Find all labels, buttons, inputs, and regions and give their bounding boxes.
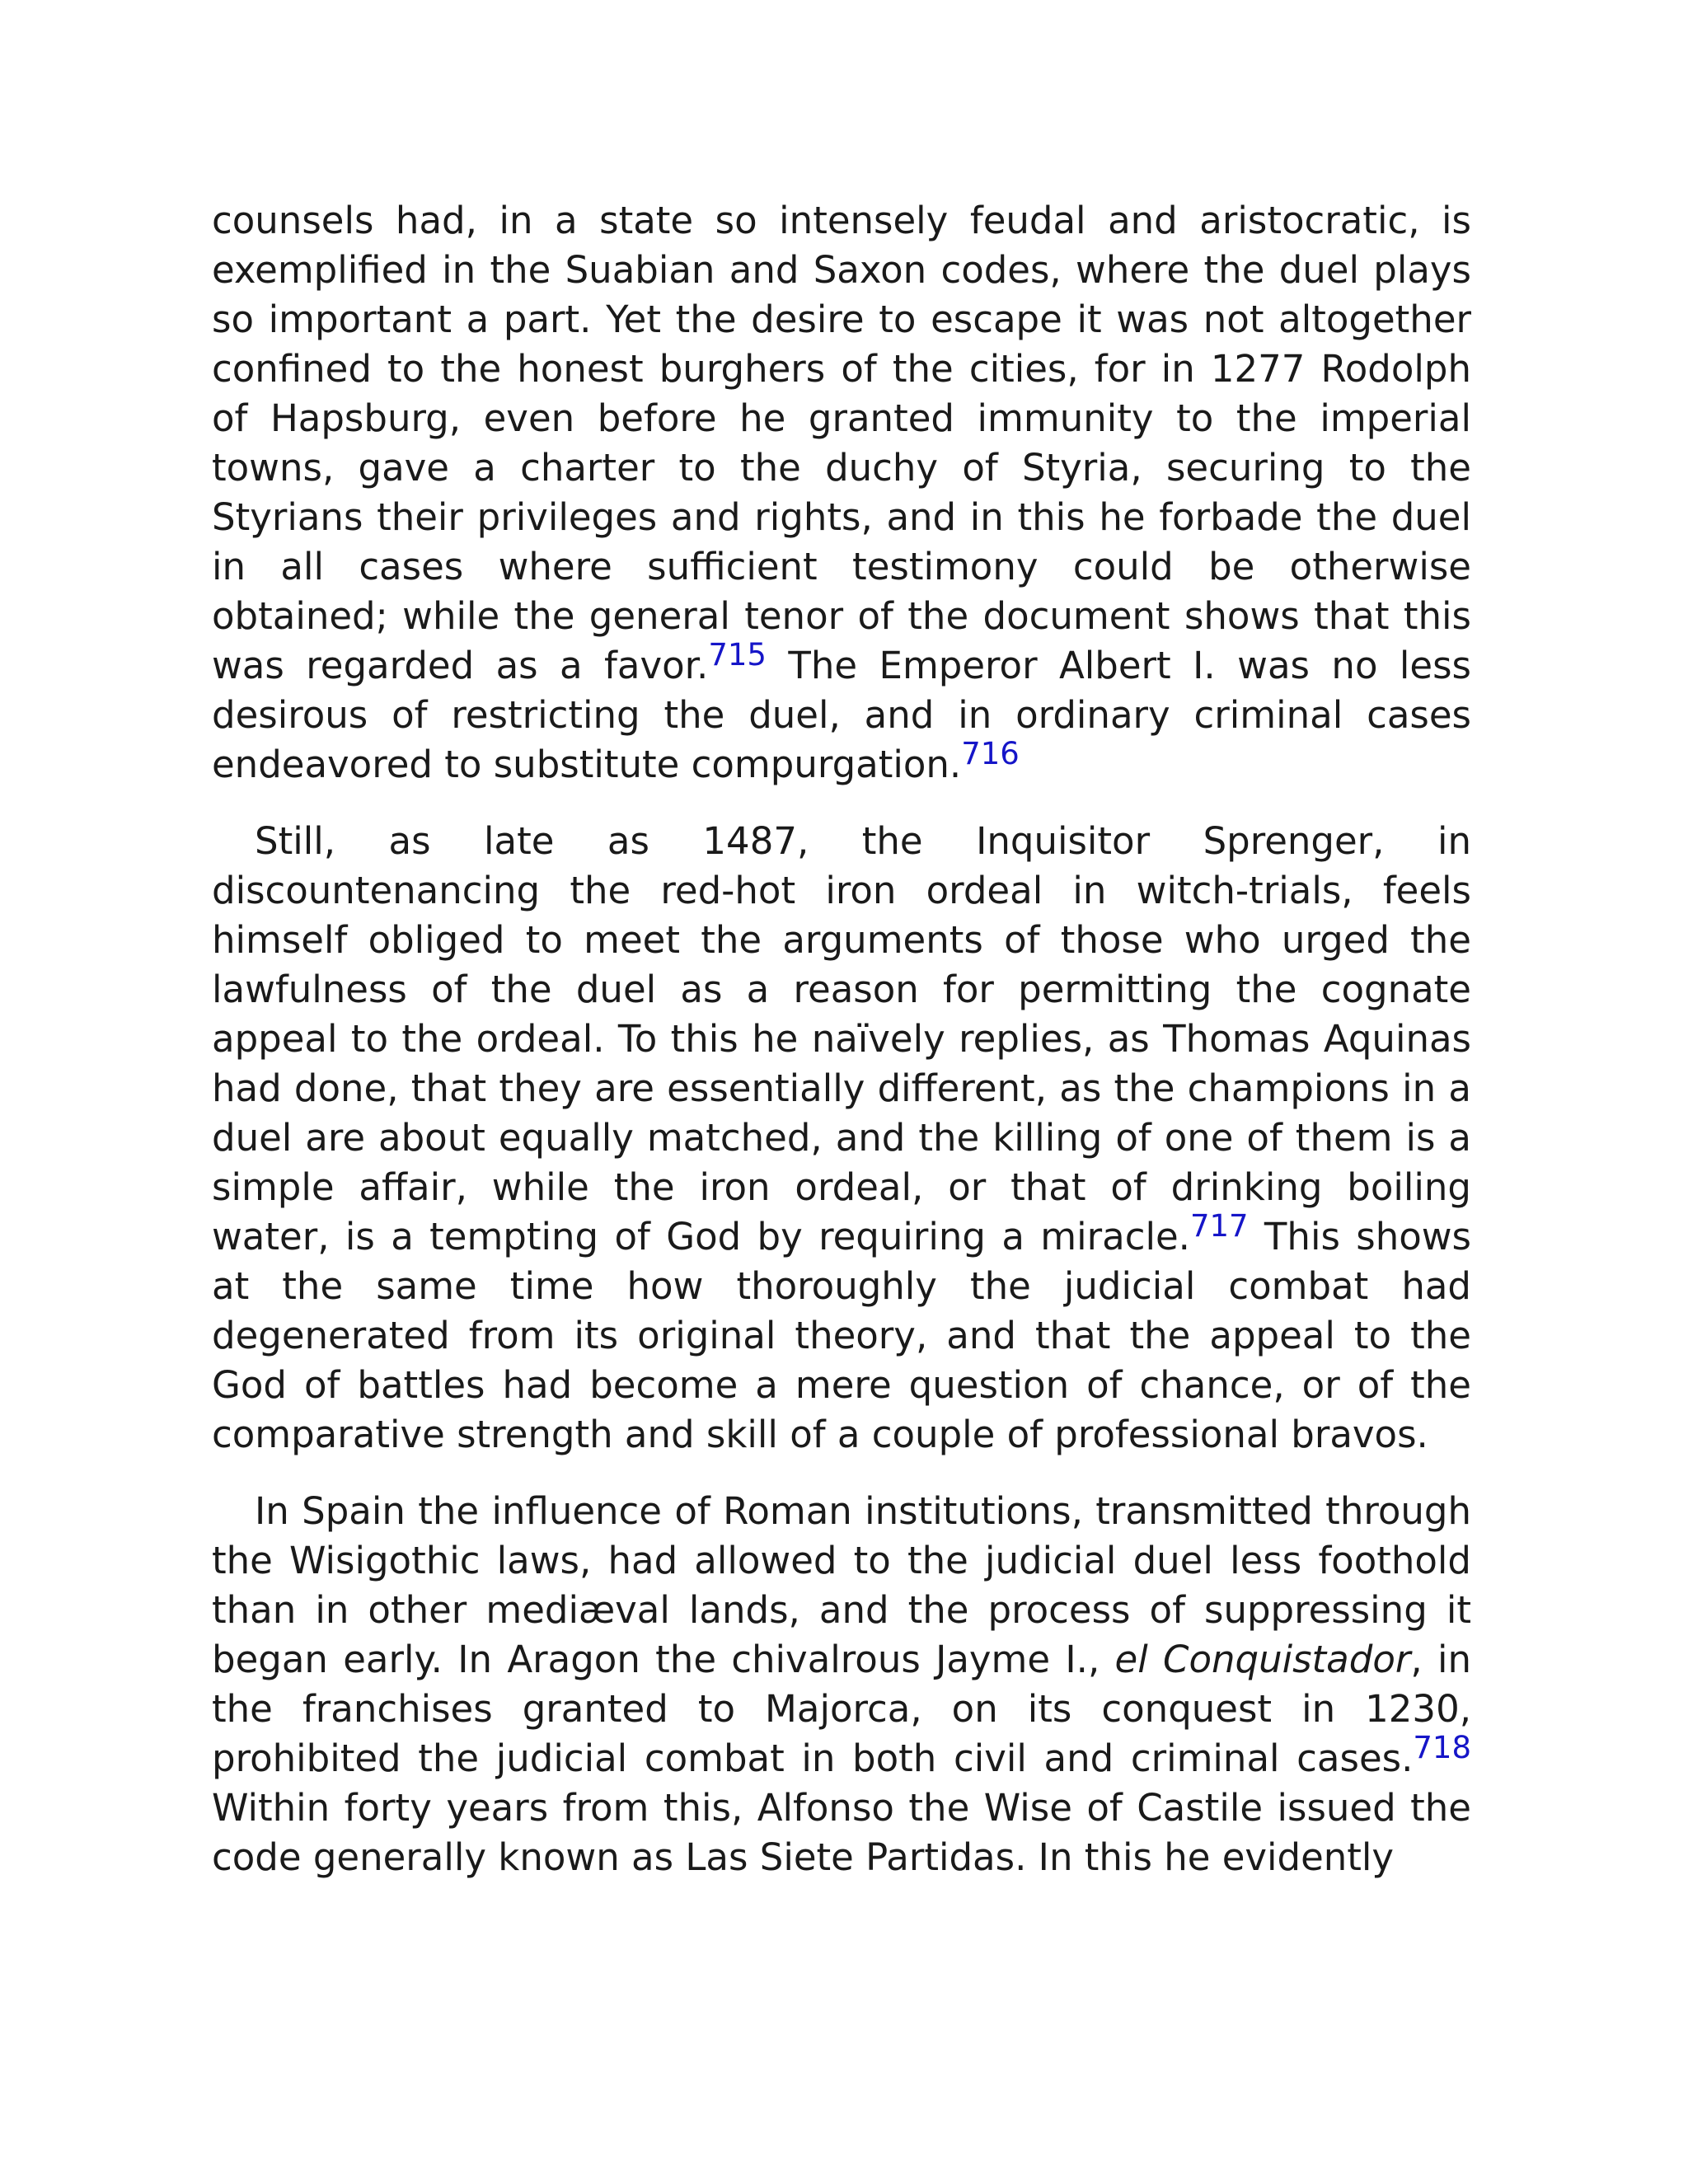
italic-title: el Conquistador — [1114, 1638, 1411, 1681]
text-segment: This shows at the same time how thoroughly the judicial combat had degenerated from its original theory, and that the appeal to the God of battles had become a mere question of chance, or of the comparative strength and skill of a couple of professional bravos. — [212, 1215, 1471, 1456]
text-segment: counsels had, in a state so intensely feudal and aristocratic, is exemplified in the Suabian and Saxon codes, where the duel plays so important a part. Yet the desire to escape it was not altogether confined to the honest burghers of the cities, for in 1277 Rodolph of Hapsburg, even before he granted immunity to the imperial towns, gave a charter to the duchy of Styria, securing to the Styrians their privileges and rights, and in this he forbade the duel in all cases where sufficient testimony could be otherwise obtained; while the general tenor of the document shows that this was regarded as a favor. — [212, 199, 1471, 687]
footnote-link-717[interactable]: 717 — [1189, 1208, 1249, 1244]
footnote-link-716[interactable]: 716 — [961, 736, 1020, 771]
text-segment: Within forty years from this, Alfonso the Wise of Castile issued the code generally known as Las Siete Partidas. In this he evidently — [212, 1786, 1471, 1879]
text-segment: Still, as late as 1487, the Inquisitor Sprenger, in discountenancing the red-hot iron ordeal in witch-trials, feels himself obliged to meet the arguments of those who urged the lawfulness of the duel as a reason for permitting the cognate appeal to the ordeal. To this he naïvely replies, as Thomas Aquinas had done, that they are essentially different, as the champions in a duel are about equally matched, and the killing of one of them is a simple affair, while the iron ordeal, or that of drinking boiling water, is a tempting of God by requiring a miracle. — [212, 819, 1471, 1258]
page-body — [212, 196, 1471, 1910]
footnote-link-715[interactable]: 715 — [708, 637, 767, 673]
paragraph-1 — [212, 196, 1471, 790]
text-segment: , in the franchises granted to Majorca, on its conquest in 1230, prohibited the judicial combat in both civil and criminal cases. — [212, 1638, 1471, 1780]
paragraph-2 — [212, 817, 1471, 1460]
text-segment: In Spain the influence of Roman institutions, transmitted through the Wisigothic laws, had allowed to the judicial duel less foothold than in other mediæval lands, and the process of suppressing it began early. In Aragon the chivalrous Jayme I., — [212, 1489, 1471, 1681]
text-segment: The Emperor Albert I. was no less desirous of restricting the duel, and in ordinary criminal cases endeavored to substitute compurgation. — [212, 644, 1471, 786]
paragraph-3 — [212, 1487, 1471, 1882]
footnote-link-718[interactable]: 718 — [1413, 1730, 1471, 1765]
